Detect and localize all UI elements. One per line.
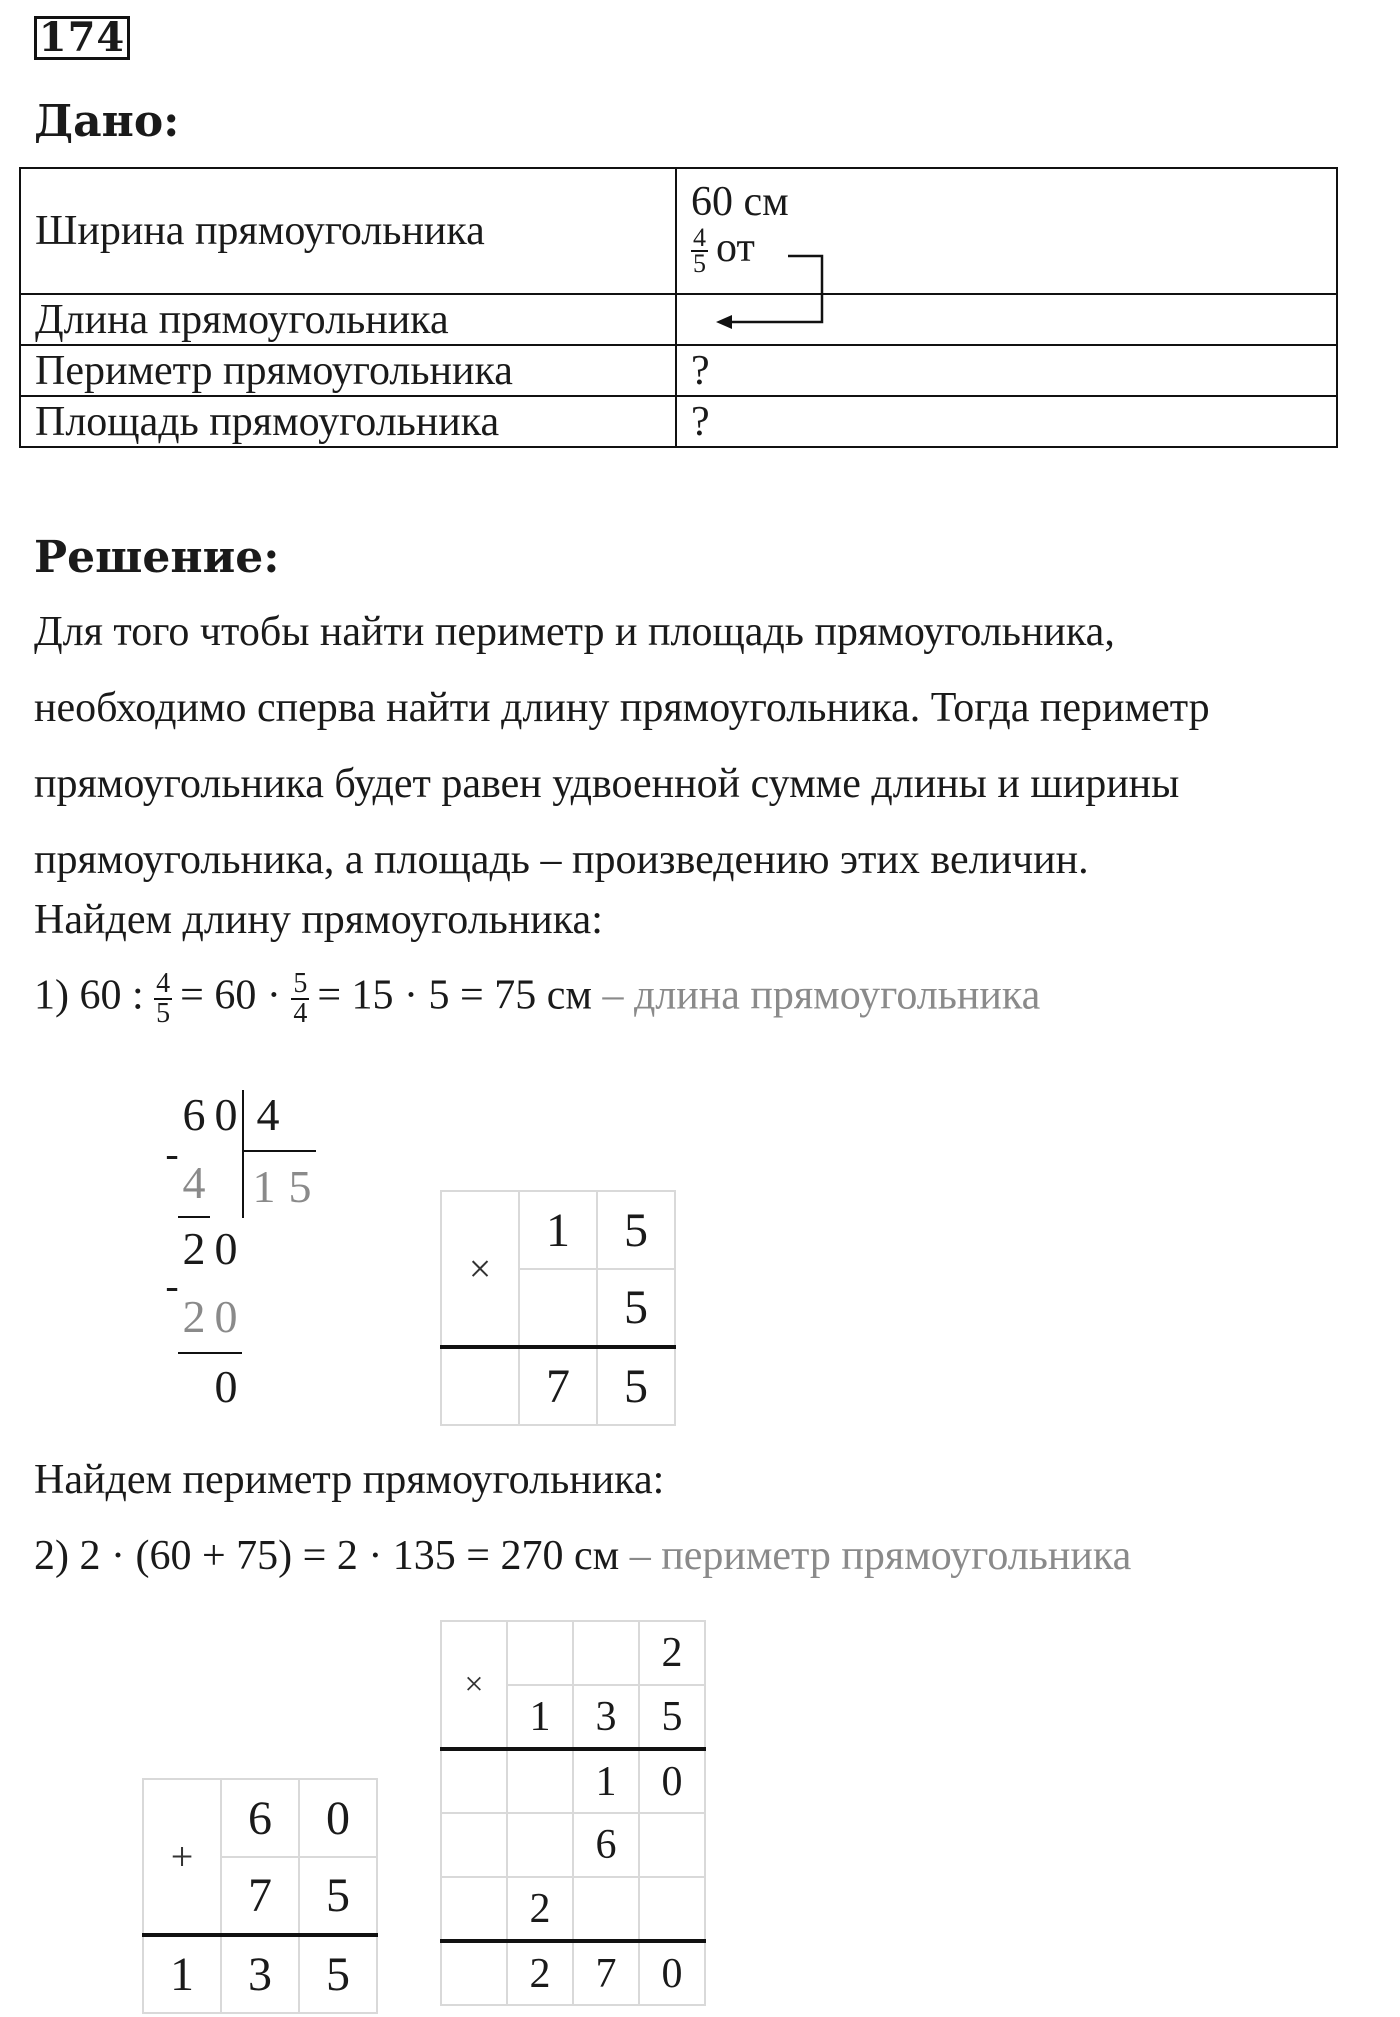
given-table [19, 167, 1338, 448]
step1-mid: = 60 · [180, 972, 281, 1019]
area-value: ? [676, 396, 1337, 447]
quotient-line [242, 1150, 316, 1152]
paragraph-line: прямоугольника, а площадь – произведению этих величин. [34, 837, 1089, 883]
solution-heading: Решение: [34, 532, 280, 583]
grid-cell [573, 1621, 639, 1685]
multiplication-grid-1 [440, 1190, 676, 1426]
subtrahend-digit: 4 [182, 1157, 206, 1208]
grid-cell [507, 1749, 573, 1813]
grid-row [441, 1941, 705, 2005]
grid-cell: 2 [639, 1621, 705, 1685]
grid-cell: 3 [221, 1935, 299, 2013]
remainder-digit: 2 [182, 1223, 206, 1274]
fraction-numerator: 5 [293, 968, 308, 999]
grid-cell: 5 [597, 1191, 675, 1269]
grid-row [441, 1621, 705, 1685]
table-row [20, 168, 1337, 294]
grid-cell: 1 [573, 1749, 639, 1813]
multiplication-grid-2 [440, 1620, 706, 2006]
subtrahend-digit: 0 [214, 1291, 238, 1342]
table-row [20, 396, 1337, 447]
addition-grid [142, 1778, 378, 2014]
step2-note: – периметр прямоугольника [629, 1533, 1132, 1579]
grid-cell: 7 [221, 1857, 299, 1935]
fraction-four-fifths [154, 970, 172, 1028]
grid-cell: 6 [573, 1813, 639, 1877]
grid-cell [441, 1749, 507, 1813]
minus-sign: - [165, 1131, 179, 1176]
task-number: 174 [34, 16, 130, 60]
grid-cell [507, 1813, 573, 1877]
of-word: от [716, 224, 755, 271]
step1-expression [34, 970, 1040, 1028]
dividend-digit: 6 [182, 1089, 206, 1140]
quotient-digit: 5 [288, 1161, 312, 1212]
step2-result: 2) 2 · (60 + 75) = 2 · 135 = 270 см [34, 1533, 620, 1579]
subtrahend-digit: 2 [182, 1291, 206, 1342]
grid-cell [639, 1877, 705, 1941]
grid-cell [639, 1813, 705, 1877]
find-perimeter-text: Найдем периметр прямоугольника: [34, 1457, 665, 1503]
grid-cell: 2 [507, 1941, 573, 2005]
given-heading: Дано: [34, 96, 180, 147]
grid-row [441, 1191, 675, 1269]
table-row [20, 345, 1337, 396]
grid-cell: 0 [299, 1779, 377, 1857]
quotient-digit: 1 [252, 1161, 276, 1212]
perimeter-label: Периметр прямоугольника [20, 345, 676, 396]
area-label: Площадь прямоугольника [20, 396, 676, 447]
multiply-sign: × [441, 1621, 507, 1749]
step1-prefix: 1) 60 : [34, 972, 144, 1019]
width-label: Ширина прямоугольника [20, 168, 676, 294]
grid-cell: 3 [573, 1685, 639, 1749]
width-value: 60 см [691, 178, 789, 225]
paragraph-line: прямоугольника будет равен удвоенной сумме длины и ширины [34, 761, 1180, 807]
grid-row [441, 1877, 705, 1941]
grid-cell: 1 [507, 1685, 573, 1749]
grid-cell: 0 [639, 1749, 705, 1813]
find-length-text: Найдем длину прямоугольника: [34, 897, 603, 943]
fraction-five-fourths [291, 970, 309, 1028]
grid-row [441, 1749, 705, 1813]
grid-row [441, 1347, 675, 1425]
arrow-icon [700, 240, 840, 340]
step1-note: – длина прямоугольника [602, 972, 1041, 1019]
grid-cell: 1 [143, 1935, 221, 2013]
grid-cell [441, 1877, 507, 1941]
grid-cell: 0 [639, 1941, 705, 2005]
grid-cell: 5 [299, 1857, 377, 1935]
fraction-denominator: 4 [293, 998, 308, 1029]
grid-cell: 7 [573, 1941, 639, 2005]
paragraph-line: Для того чтобы найти периметр и площадь прямоугольника, [34, 609, 1115, 655]
minus-sign: - [165, 1263, 179, 1308]
fraction-denominator: 5 [156, 998, 171, 1029]
dividend-digit: 0 [214, 1089, 238, 1140]
grid-cell: 7 [519, 1347, 597, 1425]
grid-cell [519, 1269, 597, 1347]
grid-row [143, 1779, 377, 1857]
grid-cell [441, 1813, 507, 1877]
subtraction-line [178, 1352, 242, 1354]
grid-cell [441, 1941, 507, 2005]
grid-cell: 5 [597, 1269, 675, 1347]
fraction-numerator: 4 [693, 223, 706, 253]
divisor: 4 [256, 1089, 280, 1140]
grid-cell: 1 [519, 1191, 597, 1269]
multiply-sign: × [441, 1191, 519, 1347]
grid-cell [441, 1347, 519, 1425]
grid-row [143, 1935, 377, 2013]
length-label: Длина прямоугольника [20, 294, 676, 345]
fraction-numerator: 4 [156, 968, 171, 999]
grid-cell: 2 [507, 1877, 573, 1941]
solution-paragraph [34, 594, 1354, 898]
paragraph-line: необходимо сперва найти длину прямоугольника. Тогда периметр [34, 685, 1210, 731]
grid-cell [507, 1621, 573, 1685]
grid-cell [573, 1877, 639, 1941]
grid-cell: 5 [597, 1347, 675, 1425]
subtraction-line [178, 1216, 210, 1218]
final-remainder: 0 [214, 1361, 238, 1412]
grid-cell: 6 [221, 1779, 299, 1857]
table-row [20, 294, 1337, 345]
grid-cell: 5 [299, 1935, 377, 2013]
fraction-denominator: 5 [693, 249, 706, 279]
grid-cell: 5 [639, 1685, 705, 1749]
grid-row [441, 1813, 705, 1877]
step2-expression [34, 1532, 1131, 1580]
perimeter-value: ? [676, 345, 1337, 396]
remainder-digit: 0 [214, 1223, 238, 1274]
step1-result: = 15 · 5 = 75 см [317, 972, 592, 1019]
plus-sign: + [143, 1779, 221, 1935]
